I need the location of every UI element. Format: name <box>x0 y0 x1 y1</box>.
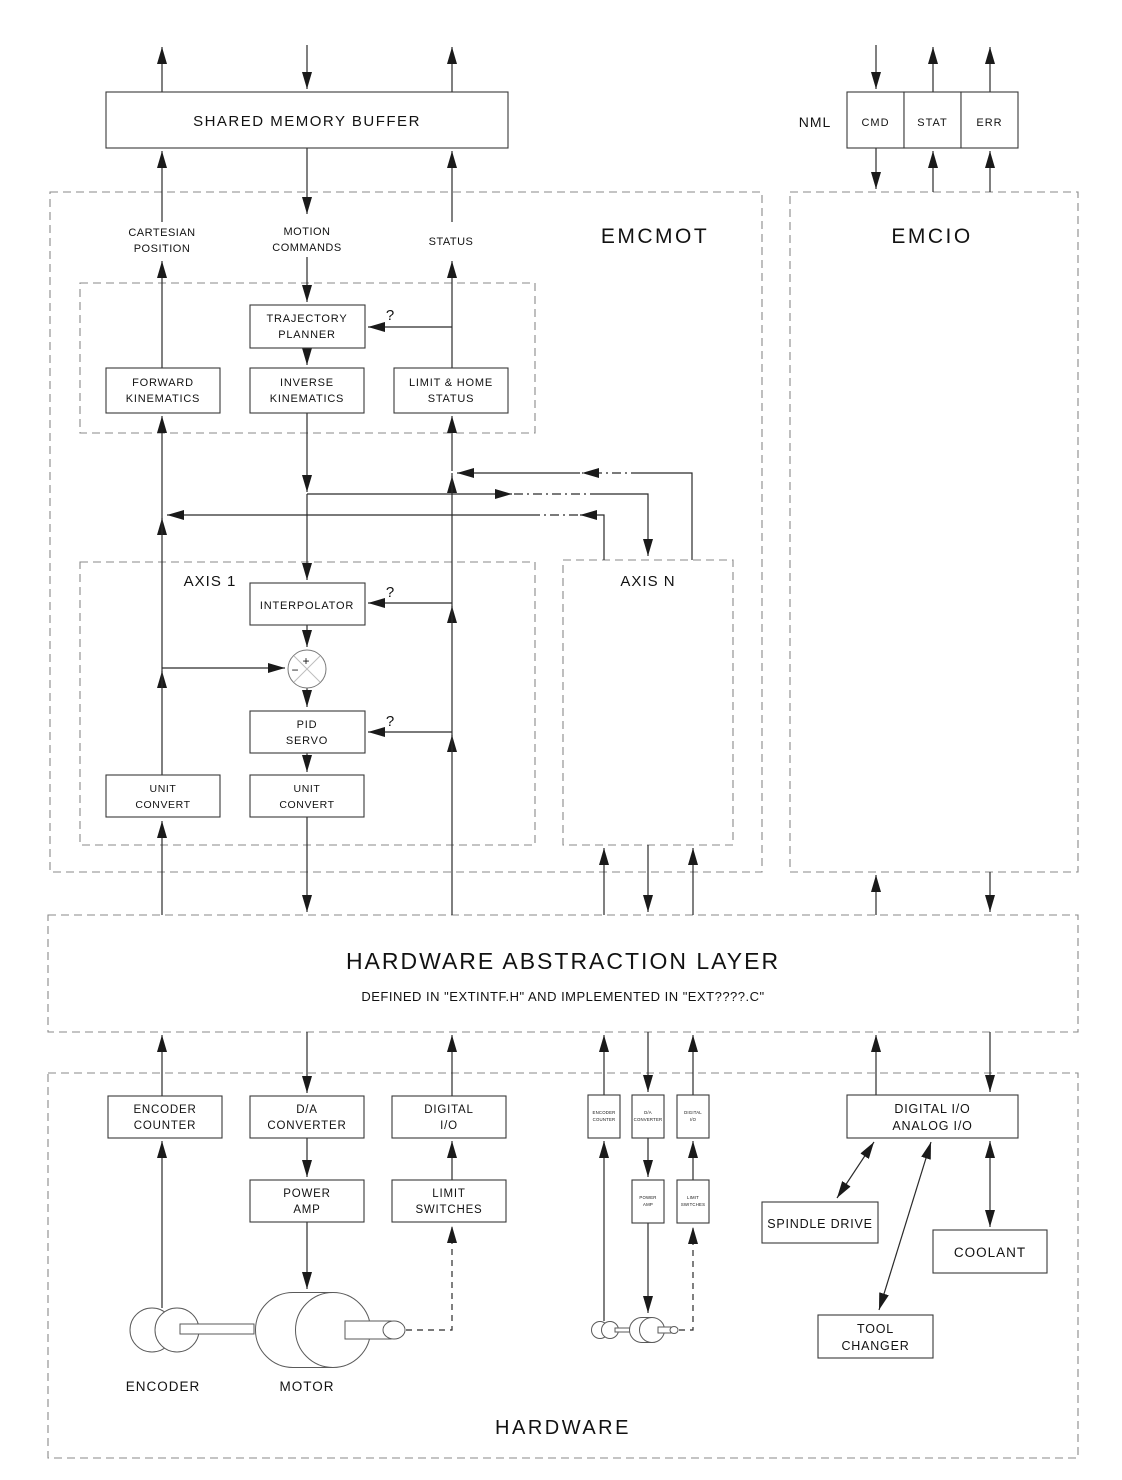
nml-cmd-label: CMD <box>861 117 890 129</box>
question-mark-interpolator: ? <box>385 584 395 601</box>
shared-memory-buffer-label: SHARED MEMORY BUFFER <box>193 113 421 130</box>
digital-io-label-1: DIGITAL <box>424 1104 474 1116</box>
limit-switches-label-2: SWITCHES <box>415 1204 483 1216</box>
emcmot-container <box>50 192 762 872</box>
shared-memory-buffer <box>106 92 508 148</box>
mini-digital-io-label-1: DIGITAL <box>684 1110 702 1115</box>
forward-kinematics-label-1: FORWARD <box>132 377 194 389</box>
da-converter-label-2: CONVERTER <box>267 1120 347 1132</box>
limit-home-status-label-1: LIMIT & HOME <box>409 377 493 389</box>
forward-kinematics-box <box>106 368 220 413</box>
inverse-kinematics-box <box>250 368 364 413</box>
mini-digital-io-label-2: I/O <box>689 1117 697 1122</box>
mini-limit-switches-label-1: LIMIT <box>687 1195 699 1200</box>
inverse-kinematics-label-1: INVERSE <box>280 377 334 389</box>
da-converter-label-1: D/A <box>296 1104 318 1116</box>
mini-power-amp-label-2: AMP <box>643 1202 653 1207</box>
status-label: STATUS <box>428 236 474 248</box>
unit-convert-left-label-2: CONVERT <box>135 799 191 811</box>
trajectory-planner-box <box>250 305 365 348</box>
question-mark-pid: ? <box>385 713 395 730</box>
nml-stat-label: STAT <box>917 117 948 129</box>
spindle-drive-label: SPINDLE DRIVE <box>767 1217 873 1231</box>
encoder-label: ENCODER <box>125 1379 201 1394</box>
axis1-group <box>106 573 394 817</box>
hal-title: HARDWARE ABSTRACTION LAYER <box>345 948 781 974</box>
encoder-motor-drawing <box>130 1293 405 1368</box>
digital-analog-io-label-1: DIGITAL I/O <box>894 1102 971 1116</box>
nml-label: NML <box>798 114 832 130</box>
axis-n-title: AXIS N <box>620 573 676 590</box>
interpolator-label: INTERPOLATOR <box>259 600 355 612</box>
tool-changer-label-1: TOOL <box>856 1322 895 1336</box>
pid-servo-label-2: SERVO <box>285 735 329 747</box>
coolant-label: COOLANT <box>953 1245 1027 1260</box>
trajectory-planner-label-2: PLANNER <box>278 329 336 341</box>
tool-changer-label-2: CHANGER <box>841 1339 910 1353</box>
nml-err-label: ERR <box>976 117 1003 129</box>
unit-convert-right-label-2: CONVERT <box>279 799 335 811</box>
emcio-title: EMCIO <box>891 225 973 248</box>
mini-encoder-motor-drawing <box>592 1318 679 1343</box>
nml-channels <box>799 92 1018 148</box>
mini-encoder-counter-label-2: COUNTER <box>592 1117 616 1122</box>
power-amp-label-1: POWER <box>283 1188 331 1200</box>
cartesian-position-label-2: POSITION <box>133 243 191 255</box>
motion-commands-label-1: MOTION <box>283 226 331 238</box>
mini-da-converter-label-1: D/A <box>644 1110 652 1115</box>
digital-analog-io-label-2: ANALOG I/O <box>892 1119 973 1133</box>
summing-plus: + <box>302 654 310 668</box>
limit-switches-label-1: LIMIT <box>432 1188 466 1200</box>
mini-power-amp-label-1: POWER <box>639 1195 657 1200</box>
emcmot-title: EMCMOT <box>600 225 710 248</box>
power-amp-label-2: AMP <box>293 1204 321 1216</box>
encoder-counter-label-1: ENCODER <box>133 1104 197 1116</box>
hardware-title: HARDWARE <box>495 1417 631 1439</box>
mini-limit-switches-label-2: SWITCHES <box>680 1202 706 1207</box>
limit-home-status-box <box>394 368 508 413</box>
hal-group <box>346 948 780 1004</box>
unit-convert-right-label-1: UNIT <box>293 783 321 795</box>
trajectory-planner-label-1: TRAJECTORY <box>266 313 348 325</box>
inverse-kinematics-label-2: KINEMATICS <box>269 393 345 405</box>
question-mark-trajectory: ? <box>385 307 395 324</box>
unit-convert-left-label-1: UNIT <box>149 783 177 795</box>
summing-minus: − <box>291 663 299 677</box>
summing-junction <box>288 650 326 688</box>
forward-kinematics-label-2: KINEMATICS <box>125 393 201 405</box>
limit-home-status-label-2: STATUS <box>427 393 475 405</box>
digital-io-label-2: I/O <box>440 1120 458 1132</box>
mini-da-converter-label-2: CONVERTER <box>633 1117 663 1122</box>
encoder-counter-label-2: COUNTER <box>133 1120 197 1132</box>
axis1-title: AXIS 1 <box>183 573 237 590</box>
emcio-container <box>790 192 1078 872</box>
motor-shaft-icon <box>180 1324 254 1334</box>
flow-labels <box>128 226 473 255</box>
pid-servo-label-1: PID <box>296 719 318 731</box>
motion-commands-label-2: COMMANDS <box>272 242 342 254</box>
axis-n-container <box>563 560 733 845</box>
hal-subtitle: DEFINED IN "EXTINTF.H" AND IMPLEMENTED IN "EXT????.C" <box>361 989 765 1004</box>
cartesian-position-label-1: CARTESIAN <box>128 227 196 239</box>
mini-encoder-counter-label-1: ENCODER <box>592 1110 616 1115</box>
motor-label: MOTOR <box>279 1379 335 1394</box>
